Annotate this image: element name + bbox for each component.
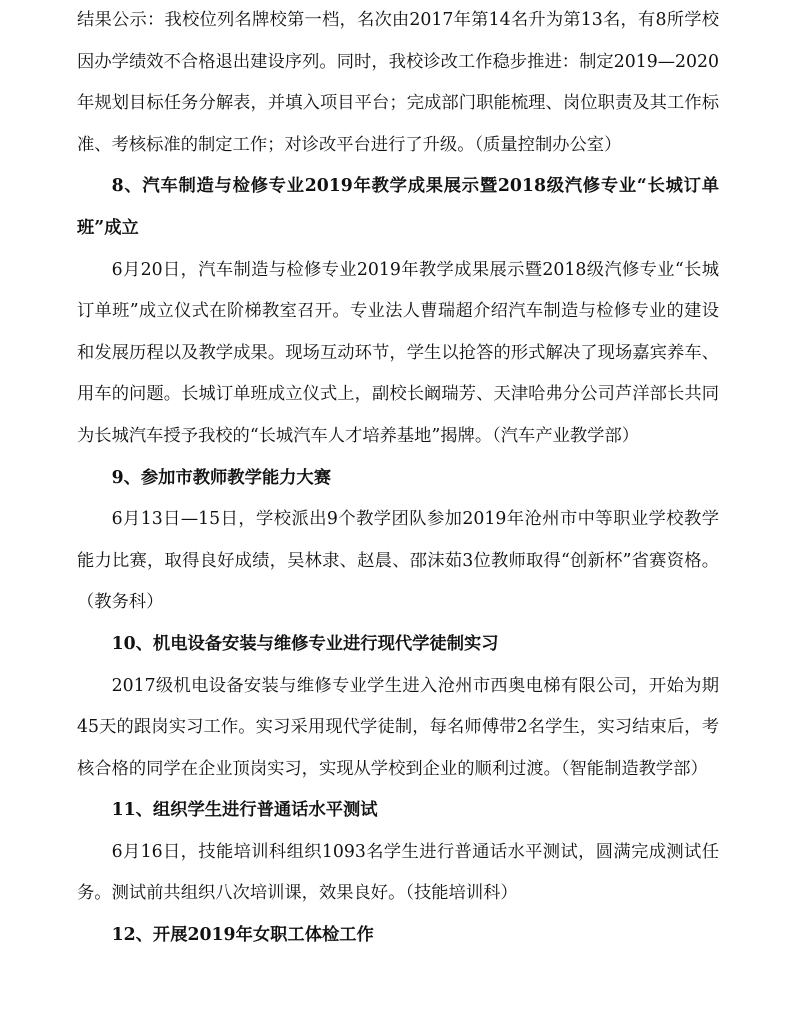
heading-item-8: 8、汽车制造与检修专业2019年教学成果展示暨2018级汽修专业“长城订单班”成立 — [77, 176, 719, 238]
paragraph-item-10: 2017级机电设备安装与维修专业学生进入沧州市西奥电梯有限公司，开始为期45天的跟岗实习工作。实习采用现代学徒制，每名师傅带2名学生，实习结束后，考核合格的同学在企业顶岗实习，实现从学校到企业的顺利过渡。（智能制造教学部） — [77, 675, 719, 779]
document-body — [77, 0, 719, 957]
heading-item-9: 9、参加市教师教学能力大赛 — [111, 467, 331, 488]
heading-item-11: 11、组织学生进行普通话水平测试 — [111, 800, 378, 821]
paragraph-item-8: 6月20日，汽车制造与检修专业2019年教学成果展示暨2018级汽修专业“长城订单班”成立仪式在阶梯教室召开。专业法人曹瑞超介绍汽车制造与检修专业的建设和发展历程以及教学成果。现场互动环节，学生以抢答的形式解决了现场嘉宾养车、用车的问题。长城订单班成立仪式上，副校长阚瑞芳、天津哈弗分公司芦洋部长共同为长城汽车授予我校的“长城汽车人才培养基地”揭牌。（汽车产业教学部） — [77, 259, 719, 446]
heading-item-10: 10、机电设备安装与维修专业进行现代学徒制实习 — [111, 633, 499, 654]
paragraph-item-11: 6月16日，技能培训科组织1093名学生进行普通话水平测试，圆满完成测试任务。测试前共组织八次培训课，效果良好。（技能培训科） — [77, 841, 719, 904]
paragraph-item-9: 6月13日—15日，学校派出9个教学团队参加2019年沧州市中等职业学校教学能力比赛，取得良好成绩，吴林隶、赵晨、邵沫茹3位教师取得“创新杯”省赛资格。（教务科） — [77, 509, 719, 613]
paragraph-quality-control: 结果公示：我校位列名牌校第一档，名次由2017年第14名升为第13名，有8所学校因办学绩效不合格退出建设序列。同时，我校诊改工作稳步推进：制定2019—2020年规划目标任务分解表，并填入项目平台；完成部门职能梳理、岗位职责及其工作标准、考核标准的制定工作；对诊改平台进行了升级。（质量控制办公室） — [77, 10, 719, 155]
heading-item-12: 12、开展2019年女职工体检工作 — [111, 925, 374, 946]
